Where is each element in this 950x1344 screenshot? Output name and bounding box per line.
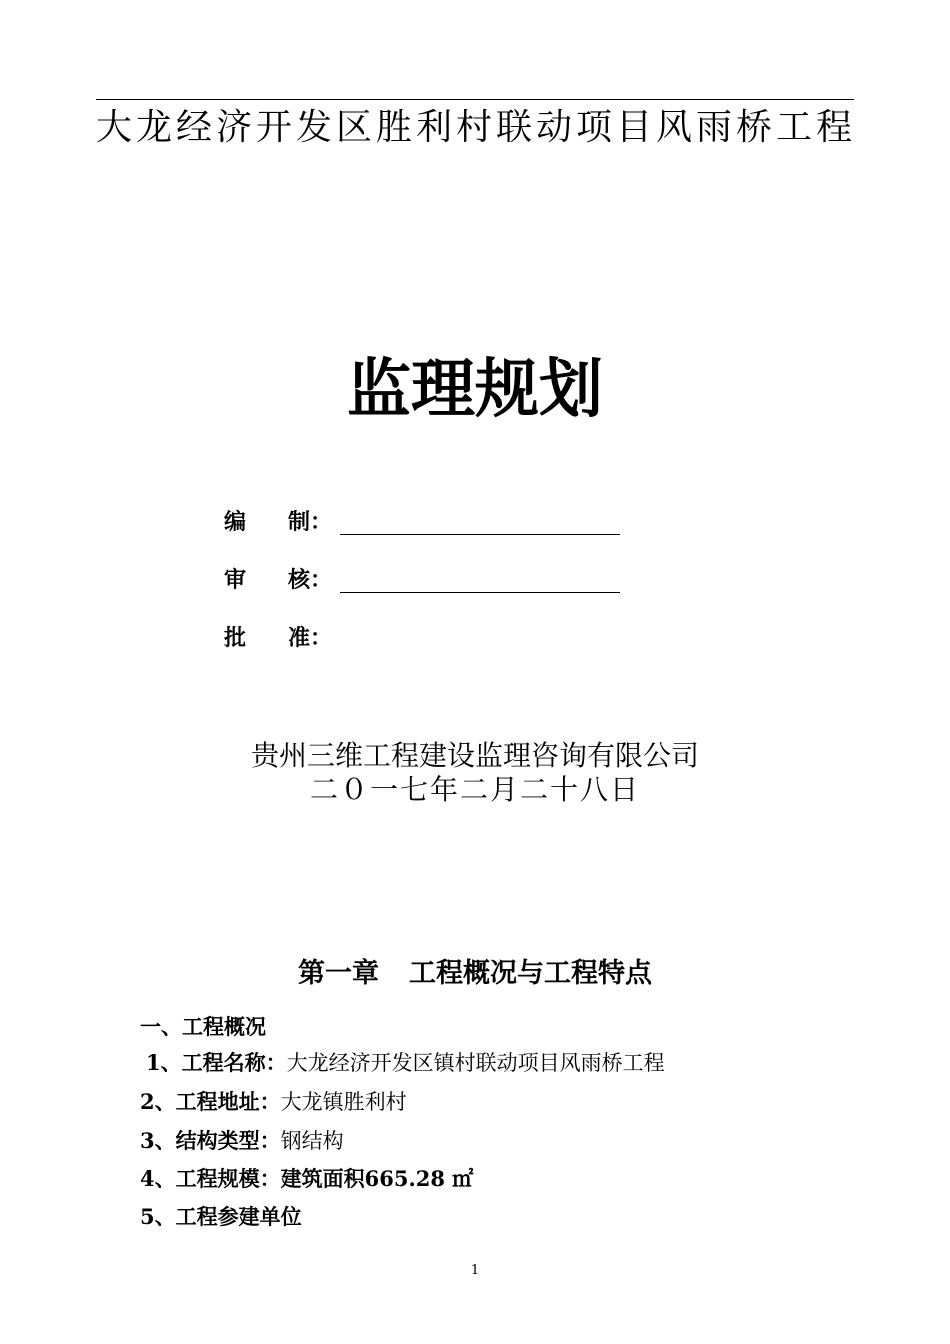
signature-line xyxy=(340,592,620,593)
company-name: 贵州三维工程建设监理咨询有限公司 xyxy=(250,739,699,772)
overview-item-scale xyxy=(140,1164,473,1194)
item-key: 1、工程名称： xyxy=(146,1050,287,1075)
item-key: 3、结构类型： xyxy=(140,1128,281,1153)
chapter-number: 第一章 xyxy=(298,958,379,989)
signature-label: 制： xyxy=(288,509,333,535)
signature-label: 编 xyxy=(224,509,247,535)
page-number: 1 xyxy=(470,1263,480,1278)
overview-item-name xyxy=(146,1048,665,1078)
signature-label: 审 xyxy=(224,567,247,593)
item-value: 大龙镇胜利村 xyxy=(280,1090,407,1114)
item-value: 钢结构 xyxy=(280,1129,344,1153)
item-value: 大龙经济开发区镇村联动项目风雨桥工程 xyxy=(286,1051,665,1075)
item-key: 5、工程参建单位 xyxy=(140,1204,302,1229)
section-heading: 一、工程概况 xyxy=(140,1014,266,1039)
item-key: 2、工程地址： xyxy=(140,1089,281,1114)
item-value: 建筑面积665.28 ㎡ xyxy=(280,1166,474,1191)
chapter-heading xyxy=(0,956,950,992)
document-title: 监理规划 xyxy=(347,353,603,427)
overview-item-structure xyxy=(140,1126,344,1156)
document-date: 二０一七年二月二十八日 xyxy=(309,773,640,806)
signature-label: 准： xyxy=(288,625,333,651)
overview-item-address xyxy=(140,1087,407,1117)
header-rule xyxy=(96,99,854,100)
signature-line xyxy=(340,534,620,535)
overview-item-parties xyxy=(140,1202,302,1232)
project-title: 大龙经济开发区胜利村联动项目风雨桥工程 xyxy=(96,107,857,148)
item-key: 4、工程规模： xyxy=(140,1166,281,1191)
chapter-title: 工程概况与工程特点 xyxy=(409,958,652,989)
signature-label: 批 xyxy=(224,625,247,651)
signature-label: 核： xyxy=(288,567,333,593)
